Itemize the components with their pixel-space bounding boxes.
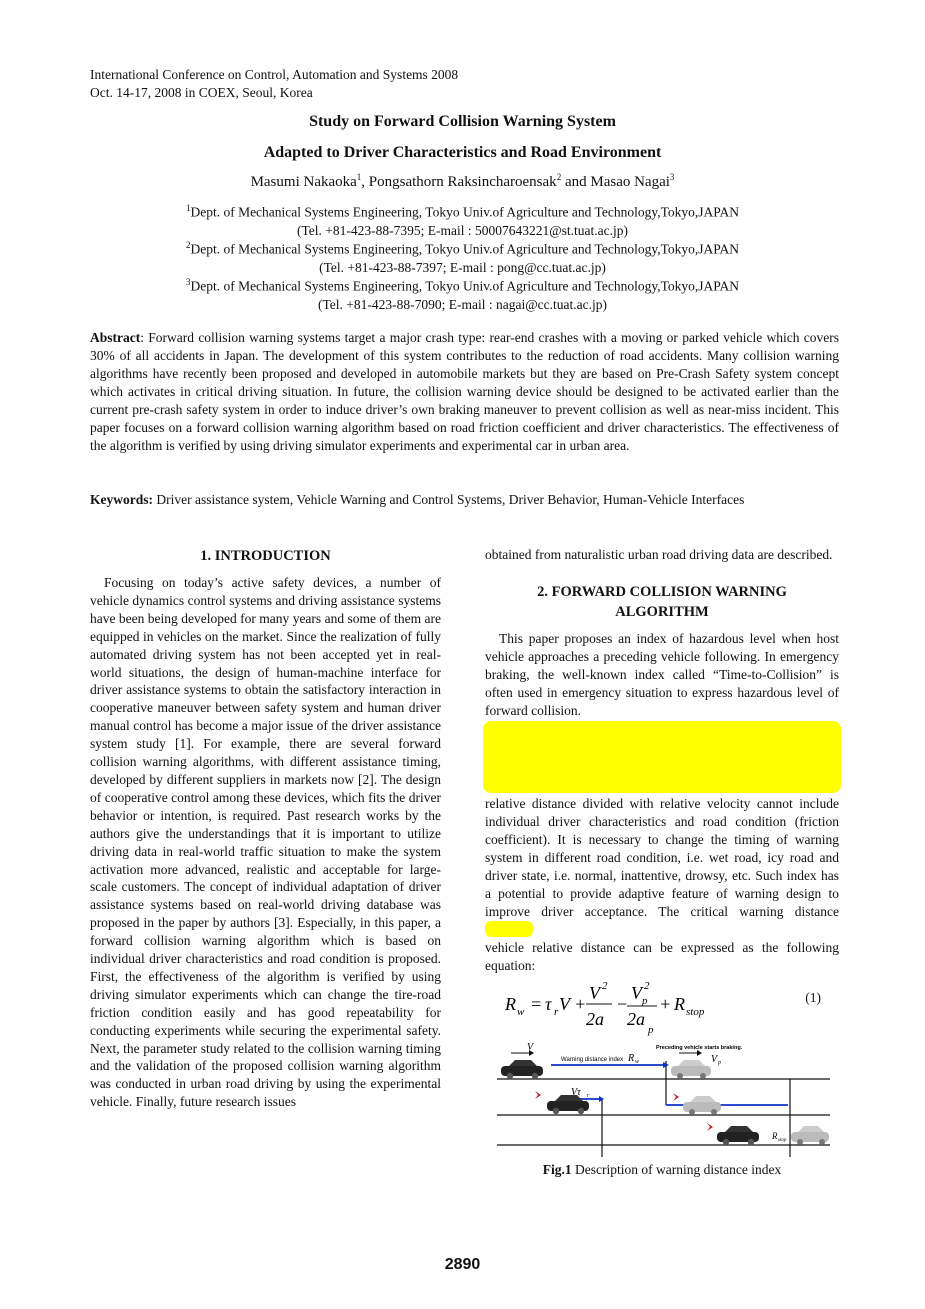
warning-alert-icon xyxy=(673,1093,679,1101)
preceding-car-icon xyxy=(791,1126,829,1145)
author-name: Masao Nagai xyxy=(590,174,670,190)
eq-den1: 2a xyxy=(586,1008,604,1029)
label-rw: R xyxy=(628,1052,635,1064)
eq-num2: V xyxy=(631,982,642,1003)
figure-caption xyxy=(485,1161,839,1179)
author-sup: 3 xyxy=(669,172,675,182)
affiliation-sup: 1 xyxy=(185,203,191,213)
highlight-redaction-block xyxy=(483,721,841,793)
affiliation-3 xyxy=(0,273,925,314)
label-vtau: Vτ xyxy=(571,1086,581,1098)
conference-dates: Oct. 14-17, 2008 in COEX, Seoul, Korea xyxy=(90,85,313,100)
eq-num2-sup: 2 xyxy=(644,979,650,992)
eq-equals: = xyxy=(530,993,543,1014)
eq-plus1: + xyxy=(574,993,587,1014)
section-heading-algorithm xyxy=(485,582,839,622)
affiliation-contact: (Tel. +81-423-88-7090; E-mail : nagai@cc.tuat.ac.jp) xyxy=(317,296,607,312)
affiliation-contact: (Tel. +81-423-88-7397; E-mail : pong@cc.tuat.ac.jp) xyxy=(319,259,606,275)
eq-den2: 2a xyxy=(627,1008,645,1029)
label-warning-distance-index: Warning distance index xyxy=(561,1056,624,1063)
author-separator: , xyxy=(361,174,369,190)
eq-rw: R xyxy=(505,993,516,1014)
equation-svg xyxy=(485,975,839,1037)
warning-distance-diagram xyxy=(485,1039,839,1157)
preceding-car-icon xyxy=(671,1060,711,1079)
author-sup: 2 xyxy=(556,172,562,182)
eq-v: V xyxy=(559,993,570,1014)
highlight-redaction-inline xyxy=(485,921,533,937)
introduction-continuation: obtained from naturalistic urban road driving data are described. xyxy=(485,547,833,562)
left-column xyxy=(90,546,441,1111)
eq-tau-sub: r xyxy=(554,1005,559,1018)
author-separator: and xyxy=(561,174,591,190)
affiliation-dept: Dept. of Mechanical Systems Engineering, Tokyo Univ.of Agriculture and Technology,Tokyo,JAPAN xyxy=(190,204,740,220)
label-rstop-sub: stop xyxy=(778,1137,787,1143)
introduction-paragraph: Focusing on today’s active safety devices, a number of vehicle dynamics control systems and driving assistance systems have been being developed for many years and some of them are equipped in vehicles on the market. Since the realization of fully automated driving system has not been accepted yet in real-world situations, the design of human-machine interface for driver assistance systems to obtain the satisfactory interaction in cooperative maneuver between safety system and human driver manual control has become a major issue of the driver assistance system study [1]. For example, there are several forward collision warning algorithms, with different assistance timing, developed by different suppliers in markets now [2]. The design of cooperative control among these devices, which fits the driver behavior or intention, is required. Past research works by the authors give the understandings that it is important to utilize driving data in real-world traffic situation to make the system activation more advanced, realistic and acceptable for large-scale customers. The concept of individual adaptation of driver assistance systems based on real-world driving database was proposed in the paper by authors [3]. Especially, in this paper, a forward collision warning algorithm which is based on individual driver characteristics and road condition is proposed. First, the effectiveness of the algorithm is verified by using driving simulator experiments which can change the tire-road friction condition easily and has good repeatability for conducting experiments while securing the experimental safety. Next, the parameter study related to the collision warning timing and the validation of the proposed collision warning algorithm was conducted in urban road driving by using the experimental vehicle. Finally, future research issues xyxy=(90,575,441,1110)
affiliation-1 xyxy=(0,199,925,240)
right-column xyxy=(485,546,839,1178)
preceding-car-icon xyxy=(683,1096,721,1115)
label-vp-sub: p xyxy=(718,1059,721,1066)
figure-caption-text: Description of warning distance index xyxy=(571,1161,782,1177)
equation-1 xyxy=(485,975,839,1037)
label-preceding-braking: Preceding vehicle starts braking. xyxy=(656,1044,743,1051)
eq-num1-sup: 2 xyxy=(602,979,608,992)
paper-title-line2: Adapted to Driver Characteristics and Road Environment xyxy=(263,144,662,161)
warning-alert-icon xyxy=(535,1091,541,1099)
keywords xyxy=(90,491,839,509)
label-rstop: R xyxy=(772,1130,778,1141)
section-heading-introduction: 1. INTRODUCTION xyxy=(200,548,331,564)
abstract-label: Abstract xyxy=(90,330,141,345)
equation-number: (1) xyxy=(805,989,821,1005)
affiliation-dept: Dept. of Mechanical Systems Engineering, Tokyo Univ.of Agriculture and Technology,Tokyo,JAPAN xyxy=(190,278,740,294)
eq-plus2: + xyxy=(659,993,672,1014)
host-car-icon xyxy=(501,1060,543,1079)
conference-name: International Conference on Control, Automation and Systems 2008 xyxy=(90,67,459,82)
affiliation-dept: Dept. of Mechanical Systems Engineering, Tokyo Univ.of Agriculture and Technology,Tokyo,JAPAN xyxy=(190,241,740,257)
eq-rstop-sub: stop xyxy=(686,1005,705,1018)
page-number: 2890 xyxy=(444,1256,481,1273)
figure-1 xyxy=(485,1039,839,1157)
abstract xyxy=(90,329,839,455)
label-vp: V xyxy=(711,1053,718,1065)
eq-tau: τ xyxy=(545,993,552,1014)
eq-minus: − xyxy=(616,993,629,1014)
eq-rstop: R xyxy=(674,993,685,1014)
affiliation-sup: 3 xyxy=(185,277,191,287)
label-v: V xyxy=(527,1041,534,1053)
eq-den2-sub: p xyxy=(648,1023,654,1036)
keywords-text: Driver assistance system, Vehicle Warning and Control Systems, Driver Behavior, Human-Vehicle Interfaces xyxy=(153,492,745,507)
affiliation-sup: 2 xyxy=(185,240,191,250)
eq-num2-sub: p xyxy=(642,994,648,1007)
algorithm-paragraph-c: vehicle relative distance can be expressed as the following equation: xyxy=(485,939,839,973)
figure-caption-label: Fig.1 xyxy=(542,1161,572,1177)
author-name: Pongsathorn Raksincharoensak xyxy=(368,174,557,190)
author-name: Masumi Nakaoka xyxy=(250,174,357,190)
author-sup: 1 xyxy=(356,172,362,182)
warning-alert-icon xyxy=(707,1123,713,1131)
label-rw-sub: w xyxy=(635,1058,640,1065)
section-heading-line: 2. FORWARD COLLISION WARNING xyxy=(537,583,787,600)
affiliation-2 xyxy=(0,236,925,277)
eq-rw-sub: w xyxy=(517,1005,525,1018)
host-car-icon xyxy=(717,1126,759,1145)
affiliation-contact: (Tel. +81-423-88-7395; E-mail : 50007643221@st.tuat.ac.jp) xyxy=(296,222,629,238)
algorithm-paragraph-a: This paper proposes an index of hazardous level when host vehicle approaches a preceding vehicle following. In emergency braking, the well-known index called “Time-to-Collision” is often used in emergency situation to express hazardous level of forward collision. xyxy=(485,630,839,718)
author-list xyxy=(0,172,925,191)
label-vtau-sub: r xyxy=(587,1092,590,1099)
eq-num1: V xyxy=(589,982,600,1003)
abstract-text: : Forward collision warning systems target a major crash type: rear-end crashes with a moving or parked vehicle which covers 30% of all accidents in Japan. The development of this system contributes to the reduction of road accidents. Many collision warning algorithms have recently been proposed and developed in automobile markets but they are based on Pre-Crash Safety system concept which activates in critical driving situation. In future, the collision warning device should be designed to be activated earlier than the current pre-crash safety system in order to induce driver’s own braking maneuver to prevent collision as well as near-miss incident. This paper focuses on a forward collision warning algorithm based on road friction coefficient and driver characteristics. The effectiveness of the algorithm is verified by using driving simulator experiments and experimental car in urban area. xyxy=(90,330,839,453)
keywords-label: Keywords: xyxy=(90,492,153,507)
section-heading-line: ALGORITHM xyxy=(615,603,709,620)
paper-title-line1: Study on Forward Collision Warning System xyxy=(309,113,616,130)
algorithm-text: relative distance divided with relative velocity cannot include individual driver characteristics and road condition (friction coefficient). It is necessary to change the timing of warning system in different road condition, i.e. wet road, icy road and driver state, i.e. normal, inattentive, drowsy, etc. Such index has a potential to provide adaptive feature of warning design to improve driver acceptance. The critical warning distance xyxy=(485,796,839,919)
algorithm-paragraph-b xyxy=(485,795,839,938)
conference-header xyxy=(90,66,458,102)
